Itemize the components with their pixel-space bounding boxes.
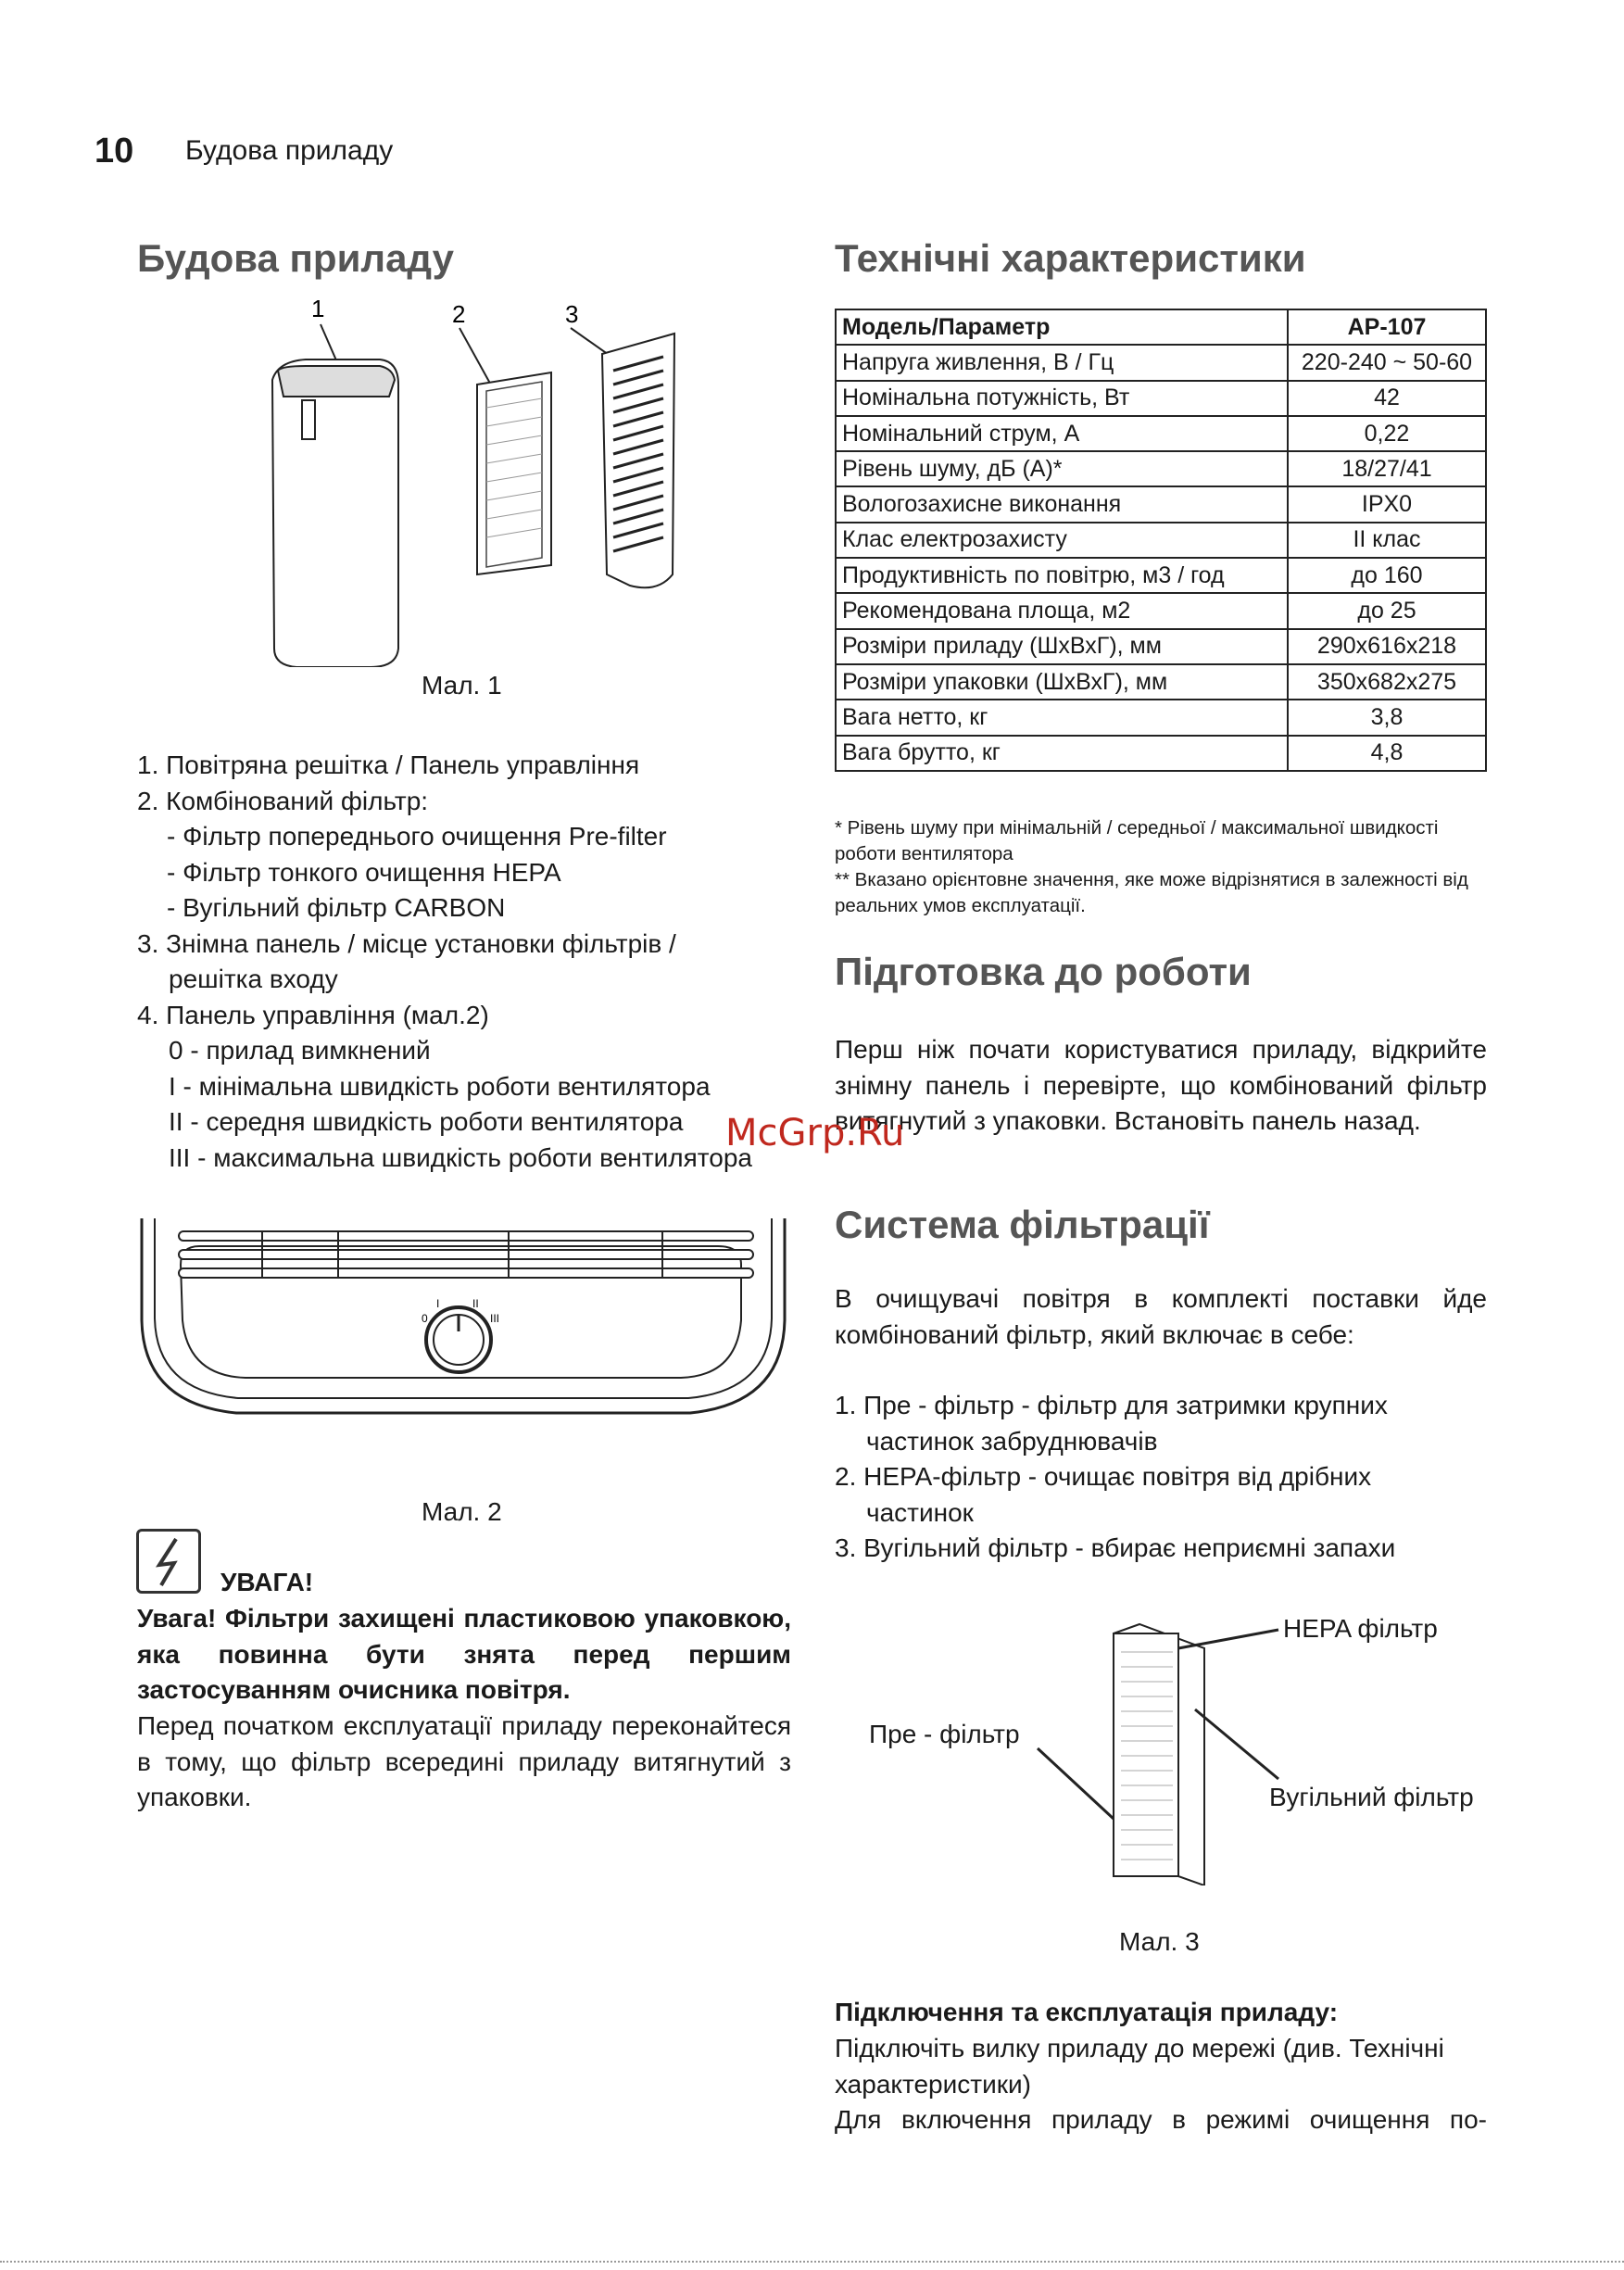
prep-text: Перш ніж почати користуватися приладу, відкрийте знімну панель і перевірте, що комбінований фільтр витягнутий з упаковки. Встановіть панель назад. xyxy=(835,1035,1487,1135)
warning-title: УВАГА! xyxy=(220,1568,314,1596)
table-header-cell: AP-107 xyxy=(1288,309,1486,345)
knob-mark-0: 0 xyxy=(422,1312,428,1325)
list-item: 3. Знімна панель / місце установки фільтрів / xyxy=(137,928,676,958)
parts-list xyxy=(137,748,752,1176)
knob-mark-2: II xyxy=(472,1297,479,1310)
list-item: частинок xyxy=(866,1497,974,1527)
table-row xyxy=(836,593,1486,628)
value-cell: 290x616x218 xyxy=(1288,629,1486,664)
page-number: 10 xyxy=(94,132,134,170)
fig1-label-3: 3 xyxy=(565,300,579,328)
list-item: - Фільтр тонкого очищення HEPA xyxy=(167,857,561,887)
section-title-construction: Будова приладу xyxy=(137,236,454,280)
list-item: I - мінімальна швидкість роботи вентилятора xyxy=(169,1071,711,1101)
value-cell: 3,8 xyxy=(1288,700,1486,735)
table-row xyxy=(836,700,1486,735)
list-item: II - середня швидкість роботи вентилятора xyxy=(169,1107,684,1136)
table-row xyxy=(836,486,1486,522)
footnote-approx: ** Вказано орієнтовне значення, яке може відрізнятися в залежності від реальних умов експлуатації. xyxy=(835,869,1468,916)
figure-1-exploded-view xyxy=(250,296,695,667)
list-item: 4. Панель управління (мал.2) xyxy=(137,1000,489,1029)
running-header: Будова приладу xyxy=(185,135,394,166)
knob-mark-3: III xyxy=(490,1312,500,1325)
filter-intro: В очищувачі повітря в комплекті поставки йде комбінований фільтр, який включає в себе: xyxy=(835,1284,1487,1349)
warning-icon xyxy=(136,1529,201,1594)
table-row xyxy=(836,381,1486,416)
param-cell: Номінальний струм, А xyxy=(836,416,1288,451)
list-item: 3. Вугільний фільтр - вбирає неприємні запахи xyxy=(835,1533,1396,1562)
table-row xyxy=(836,736,1486,771)
param-cell: Вологозахисне виконання xyxy=(836,486,1288,522)
value-cell: 0,22 xyxy=(1288,416,1486,451)
table-row xyxy=(836,523,1486,558)
table-row xyxy=(836,664,1486,700)
figure-2-control-panel xyxy=(134,1218,792,1441)
fig1-label-1: 1 xyxy=(311,296,325,322)
fig3-label-hepa: HEPA фільтр xyxy=(1283,1614,1438,1643)
value-cell: 18/27/41 xyxy=(1288,451,1486,486)
section-title-prep: Підготовка до роботи xyxy=(835,950,1252,993)
value-cell: 4,8 xyxy=(1288,736,1486,771)
footer-divider xyxy=(0,2261,1624,2263)
fig3-label-carbon: Вугільний фільтр xyxy=(1269,1783,1474,1811)
watermark: McGrp.Ru xyxy=(725,1112,905,1154)
fig1-caption: Мал. 1 xyxy=(422,671,502,700)
list-item: 2. HEPA-фільтр - очищає повітря від дрібних xyxy=(835,1462,1372,1491)
table-header-cell: Модель/Параметр xyxy=(836,309,1288,345)
param-cell: Вага нетто, кг xyxy=(836,700,1288,735)
filter-list xyxy=(835,1388,1395,1567)
table-header-row xyxy=(836,309,1486,345)
table-row xyxy=(836,629,1486,664)
connect-text-1: Підключіть вилку приладу до мережі (див. Технічні характеристики) xyxy=(835,2034,1444,2099)
warning-bold-text: Увага! Фільтри захищені пластиковою упаковкою, яка повинна бути знята перед першим застосуванням очисника повітря. xyxy=(137,1604,791,1704)
list-item: 1. Пре - фільтр - фільтр для затримки крупних xyxy=(835,1391,1388,1419)
table-row xyxy=(836,345,1486,380)
spec-table xyxy=(835,309,1487,772)
table-row xyxy=(836,451,1486,486)
fig2-caption: Мал. 2 xyxy=(422,1497,502,1526)
value-cell: 350x682x275 xyxy=(1288,664,1486,700)
footnote-noise: * Рівень шуму при мінімальній / середньої / максимальної швидкості роботи вентилятора xyxy=(835,817,1439,864)
param-cell: Розміри упаковки (ШхВхГ), мм xyxy=(836,664,1288,700)
connect-text-2: Для включення приладу в режимі очищення по- xyxy=(835,2105,1487,2134)
section-title-filtration: Система фільтрації xyxy=(835,1203,1210,1246)
value-cell: 42 xyxy=(1288,381,1486,416)
param-cell: Напруга живлення, В / Гц xyxy=(836,345,1288,380)
param-cell: Клас електрозахисту xyxy=(836,523,1288,558)
param-cell: Рівень шуму, дБ (А)* xyxy=(836,451,1288,486)
param-cell: Рекомендована площа, м2 xyxy=(836,593,1288,628)
list-item: - Вугільний фільтр CARBON xyxy=(167,893,506,922)
list-item: 2. Комбінований фільтр: xyxy=(137,786,429,815)
warning-text: Перед початком експлуатації приладу переконайтеся в тому, що фільтр всередині приладу витягнутий з упаковки. xyxy=(137,1711,791,1811)
fig1-label-2: 2 xyxy=(452,300,466,328)
section-title-specs: Технічні характеристики xyxy=(835,236,1306,280)
value-cell: до 160 xyxy=(1288,558,1486,593)
table-row xyxy=(836,416,1486,451)
list-item: 1. Повітряна решітка / Панель управління xyxy=(137,750,640,779)
list-item: III - максимальна швидкість роботи вентилятора xyxy=(169,1142,752,1172)
value-cell: до 25 xyxy=(1288,593,1486,628)
param-cell: Номінальна потужність, Вт xyxy=(836,381,1288,416)
value-cell: 220-240 ~ 50-60 xyxy=(1288,345,1486,380)
list-item: 0 - прилад вимкнений xyxy=(169,1036,431,1065)
knob-mark-1: I xyxy=(436,1297,440,1310)
param-cell: Розміри приладу (ШхВхГ), мм xyxy=(836,629,1288,664)
fig3-caption: Мал. 3 xyxy=(1119,1927,1200,1956)
value-cell: IPX0 xyxy=(1288,486,1486,522)
figure-3-filter-stack xyxy=(1001,1608,1353,1885)
list-item: решітка входу xyxy=(169,965,338,993)
list-item: - Фільтр попереднього очищення Pre-filter xyxy=(167,822,667,851)
table-row xyxy=(836,558,1486,593)
connect-title: Підключення та експлуатація приладу: xyxy=(835,1998,1339,2026)
list-item: частинок забруднювачів xyxy=(866,1426,1158,1456)
param-cell: Продуктивність по повітрю, м3 / год xyxy=(836,558,1288,593)
param-cell: Вага брутто, кг xyxy=(836,736,1288,771)
fig3-label-prefilter: Пре - фільтр xyxy=(869,1720,1020,1748)
value-cell: II клас xyxy=(1288,523,1486,558)
